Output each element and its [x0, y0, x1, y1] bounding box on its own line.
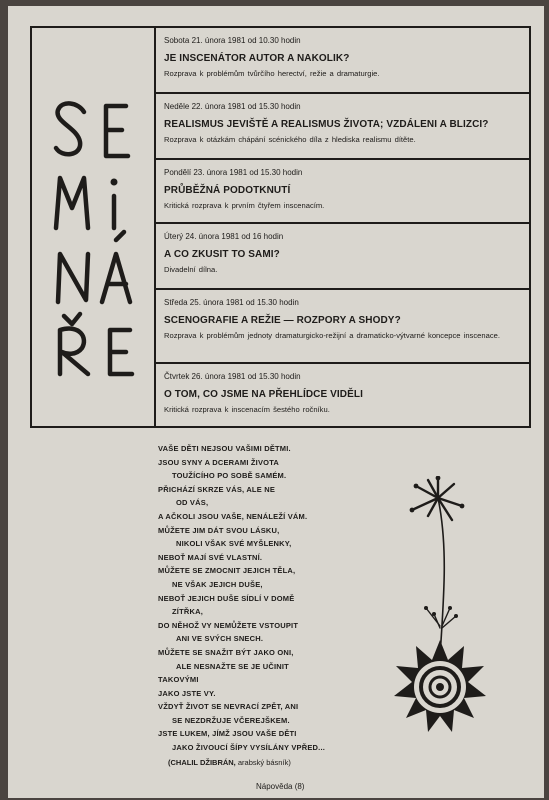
poem-line: VAŠE DĚTI NEJSOU VAŠIMI DĚTMI. — [158, 444, 291, 453]
session-item — [156, 290, 529, 364]
session-date: Neděle 22. února 1981 od 15.30 hodin — [164, 102, 301, 111]
poem-line: PŘICHÁZÍ SKRZE VÁS, ALE NE — [158, 484, 276, 494]
poem-line: DO NĚHOŽ VY NEMŮŽETE VSTOUPIT — [158, 620, 299, 630]
session-description: Kritická rozprava k inscenacím šestého ročníku. — [164, 405, 330, 414]
poem-line: NEBOŤ MAJÍ SVÉ VLASTNÍ. — [158, 552, 263, 562]
poem-line: OD VÁS, — [176, 498, 209, 508]
seminars-hand-lettering — [32, 28, 154, 426]
session-description: Kritická rozprava k prvním čtyřem inscenacím. — [164, 201, 325, 210]
attribution-author: (CHALIL DŽIBRÁN, — [168, 758, 236, 767]
session-title: PRŮBĚŽNÁ PODOTKNUTÍ — [164, 185, 291, 196]
poem-line: A AČKOLI JSOU VAŠE, NENÁLEŽÍ VÁM. — [158, 511, 308, 521]
poem-line: VŽDYŤ ŽIVOT SE NEVRACÍ ZPĚT, ANI — [158, 702, 299, 712]
poem-attribution — [168, 758, 291, 767]
session-description: Rozprava k otázkám chápání scénického díla z hlediska realismu dítěte. — [164, 135, 416, 144]
poem-line: NEBOŤ JEJICH DUŠE SÍDLÍ V DOMĚ — [158, 593, 295, 603]
poem-line: TAKOVÝMI — [158, 675, 199, 685]
session-title: SCENOGRAFIE A REŽIE — ROZPORY A SHODY? — [164, 315, 401, 326]
poem — [158, 442, 378, 755]
poem-line: SE NEZDRŽUJE VČEREJŠKEM. — [172, 715, 290, 725]
session-title: JE INSCENÁTOR AUTOR A NAKOLIK? — [164, 53, 350, 64]
poem-line: JAKO ŽIVOUCÍ ŠÍPY VYSÍLÁNY VPŘED... — [172, 743, 326, 753]
poem-line: NE VŠAK JEJICH DUŠE, — [172, 579, 263, 589]
session-date: Sobota 21. února 1981 od 10.30 hodin — [164, 36, 301, 45]
session-date: Pondělí 23. února 1981 od 15.30 hodin — [164, 168, 303, 177]
poem-line: NIKOLI VŠAK SVÉ MYŠLENKY, — [176, 539, 292, 549]
seminars-title-column — [32, 28, 156, 426]
poem-line: ALE NESNAŽTE SE JE UČINIT — [176, 661, 289, 671]
session-title: A CO ZKUSIT TO SAMI? — [164, 249, 280, 260]
poem-line: TOUŽÍCÍHO PO SOBĚ SAMÉM. — [172, 471, 287, 481]
flower-illustration — [368, 476, 488, 736]
session-item — [156, 94, 529, 160]
poem-line: ZÍTŘKA, — [172, 607, 203, 617]
session-item — [156, 160, 529, 224]
poem-line: ANI VE SVÝCH SNECH. — [176, 634, 264, 644]
session-item — [156, 224, 529, 290]
poem-line: JAKO JSTE VY. — [158, 688, 216, 698]
attribution-role: arabský básník) — [237, 758, 291, 767]
session-description: Rozprava k problémům jednoty dramaturgicko-režijní a dramaticko-výtvarné koncepce inscenace. — [164, 331, 500, 340]
poem-line: JSOU SYNY A DCERAMI ŽIVOTA — [158, 457, 280, 467]
poem-line: MŮŽETE SE ZMOCNIT JEJICH TĚLA, — [158, 566, 296, 576]
session-date: Čtvrtek 26. února 1981 od 15.30 hodin — [164, 372, 301, 381]
session-description: Divadelní dílna. — [164, 265, 218, 274]
poem-line: JSTE LUKEM, JÍMŽ JSOU VAŠE DĚTI — [158, 729, 297, 739]
poem-line: MŮŽETE SE SNAŽIT BÝT JAKO ONI, — [158, 647, 294, 657]
session-date: Úterý 24. února 1981 od 16 hodin — [164, 232, 284, 241]
session-description: Rozprava k problémům tvůrčího herectví, režie a dramaturgie. — [164, 69, 380, 78]
sessions-list — [156, 28, 529, 426]
poem-line: MŮŽETE JIM DÁT SVOU LÁSKU, — [158, 525, 280, 535]
session-item — [156, 28, 529, 94]
session-title: O TOM, CO JSME NA PŘEHLÍDCE VIDĚLI — [164, 389, 363, 400]
page — [8, 6, 544, 798]
page-footer: Nápověda (8) — [256, 782, 305, 791]
session-date: Středa 25. února 1981 od 15.30 hodin — [164, 298, 299, 307]
session-title: REALISMUS JEVIŠTĚ A REALISMUS ŽIVOTA; VZDÁLENI A BLIZCI? — [164, 119, 489, 130]
session-item — [156, 364, 529, 426]
seminars-table — [30, 26, 531, 428]
